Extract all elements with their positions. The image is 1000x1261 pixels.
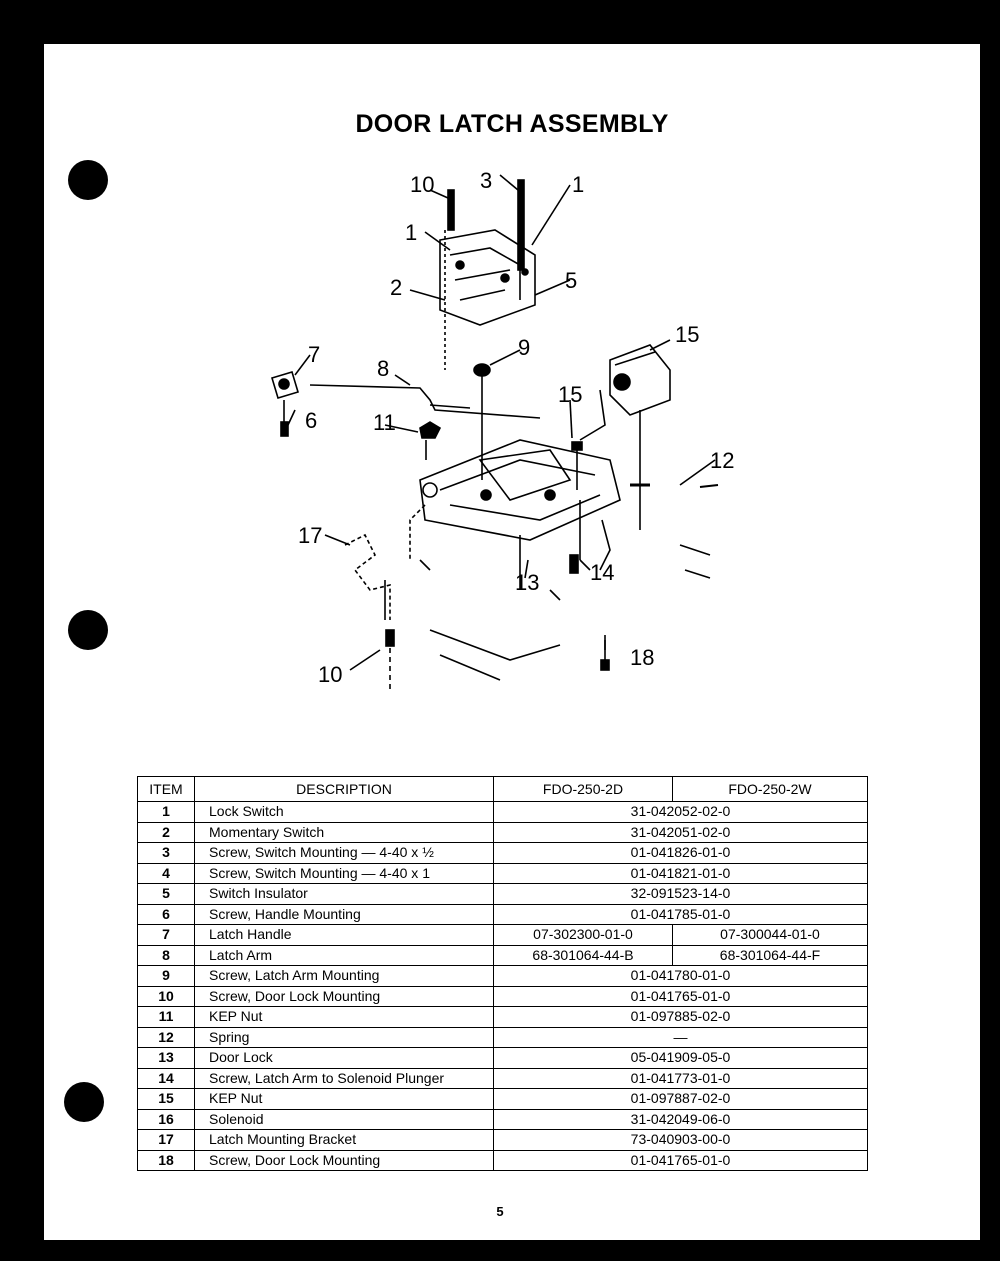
table-row — [138, 1089, 868, 1110]
binder-hole — [64, 1082, 104, 1122]
callout-6: 6 — [305, 408, 318, 433]
item-description: Screw, Door Lock Mounting — [195, 986, 494, 1007]
callout-1: 1 — [572, 172, 585, 197]
callout-5: 5 — [565, 268, 578, 293]
parts-table — [137, 776, 868, 1171]
item-number: 3 — [138, 843, 195, 864]
callout-17: 17 — [298, 523, 323, 548]
header-description: DESCRIPTION — [195, 777, 494, 802]
callout-13: 13 — [515, 570, 540, 595]
table-row — [138, 802, 868, 823]
table-row — [138, 986, 868, 1007]
part-number: 73-040903-00-0 — [494, 1130, 868, 1151]
item-number: 17 — [138, 1130, 195, 1151]
item-number: 2 — [138, 822, 195, 843]
part-number: 01-097885-02-0 — [494, 1007, 868, 1028]
table-row — [138, 1150, 868, 1171]
table-row — [138, 925, 868, 946]
part-number: 01-041821-01-0 — [494, 863, 868, 884]
table-row — [138, 843, 868, 864]
callout-18: 18 — [630, 645, 655, 670]
item-description: Momentary Switch — [195, 822, 494, 843]
item-number: 4 — [138, 863, 195, 884]
header-model-b: FDO-250-2W — [673, 777, 868, 802]
table-row — [138, 966, 868, 987]
part-number: 31-042052-02-0 — [494, 802, 868, 823]
item-description: Screw, Door Lock Mounting — [195, 1150, 494, 1171]
table-row — [138, 1007, 868, 1028]
callout-12: 12 — [710, 448, 735, 473]
part-number: 01-041785-01-0 — [494, 904, 868, 925]
item-description: KEP Nut — [195, 1089, 494, 1110]
page-title: DOOR LATCH ASSEMBLY — [355, 110, 669, 138]
item-description: Screw, Latch Arm to Solenoid Plunger — [195, 1068, 494, 1089]
item-description: Spring — [195, 1027, 494, 1048]
binder-hole — [68, 610, 108, 650]
exploded-diagram — [250, 160, 770, 700]
item-description: Latch Handle — [195, 925, 494, 946]
callout-7: 7 — [308, 342, 321, 367]
item-number: 15 — [138, 1089, 195, 1110]
callout-9: 9 — [518, 335, 531, 360]
item-number: 6 — [138, 904, 195, 925]
item-number: 5 — [138, 884, 195, 905]
callout-3: 3 — [480, 168, 493, 193]
item-description: Screw, Latch Arm Mounting — [195, 966, 494, 987]
header-item: ITEM — [138, 777, 195, 802]
part-number: 31-042051-02-0 — [494, 822, 868, 843]
item-description: Switch Insulator — [195, 884, 494, 905]
item-description: Lock Switch — [195, 802, 494, 823]
item-number: 9 — [138, 966, 195, 987]
item-description: Screw, Handle Mounting — [195, 904, 494, 925]
item-description: Screw, Switch Mounting — 4-40 x 1 — [195, 863, 494, 884]
table-row — [138, 945, 868, 966]
table-row — [138, 904, 868, 925]
part-number: 01-041773-01-0 — [494, 1068, 868, 1089]
part-number: 32-091523-14-0 — [494, 884, 868, 905]
table-row — [138, 884, 868, 905]
header-model-a: FDO-250-2D — [494, 777, 673, 802]
part-number-model-a: 07-302300-01-0 — [494, 925, 673, 946]
item-description: Latch Mounting Bracket — [195, 1130, 494, 1151]
table-row — [138, 1130, 868, 1151]
callout-16: 15 — [675, 322, 700, 347]
table-row — [138, 822, 868, 843]
part-number: 01-097887-02-0 — [494, 1089, 868, 1110]
part-number: — — [494, 1027, 868, 1048]
item-number: 1 — [138, 802, 195, 823]
item-number: 10 — [138, 986, 195, 1007]
item-number: 16 — [138, 1109, 195, 1130]
table-header-row — [138, 777, 868, 802]
part-number: 01-041765-01-0 — [494, 1150, 868, 1171]
part-number: 01-041765-01-0 — [494, 986, 868, 1007]
table-row — [138, 1027, 868, 1048]
item-number: 18 — [138, 1150, 195, 1171]
item-number: 7 — [138, 925, 195, 946]
callout-11: 11 — [373, 410, 396, 435]
item-description: Latch Arm — [195, 945, 494, 966]
item-number: 12 — [138, 1027, 195, 1048]
item-description: Door Lock — [195, 1048, 494, 1069]
table-row — [138, 863, 868, 884]
callout-10: 10 — [318, 662, 343, 687]
part-number-model-b: 68-301064-44-F — [673, 945, 868, 966]
part-number: 31-042049-06-0 — [494, 1109, 868, 1130]
part-number: 01-041780-01-0 — [494, 966, 868, 987]
item-description: Solenoid — [195, 1109, 494, 1130]
item-description: KEP Nut — [195, 1007, 494, 1028]
part-number-model-b: 07-300044-01-0 — [673, 925, 868, 946]
table-row — [138, 1048, 868, 1069]
item-number: 14 — [138, 1068, 195, 1089]
table-row — [138, 1068, 868, 1089]
callout-8: 8 — [377, 356, 390, 381]
item-number: 11 — [138, 1007, 195, 1028]
page-number: 5 — [496, 1204, 504, 1219]
callout-14: 14 — [590, 560, 615, 585]
callout-2: 2 — [390, 275, 403, 300]
item-number: 8 — [138, 945, 195, 966]
callout-4: 10 — [410, 172, 435, 197]
item-number: 13 — [138, 1048, 195, 1069]
item-description: Screw, Switch Mounting — 4-40 x ½ — [195, 843, 494, 864]
callout-15: 15 — [558, 382, 583, 407]
part-number: 05-041909-05-0 — [494, 1048, 868, 1069]
callout-1b: 1 — [405, 220, 418, 245]
binder-hole — [68, 160, 108, 200]
part-number-model-a: 68-301064-44-B — [494, 945, 673, 966]
table-row — [138, 1109, 868, 1130]
part-number: 01-041826-01-0 — [494, 843, 868, 864]
